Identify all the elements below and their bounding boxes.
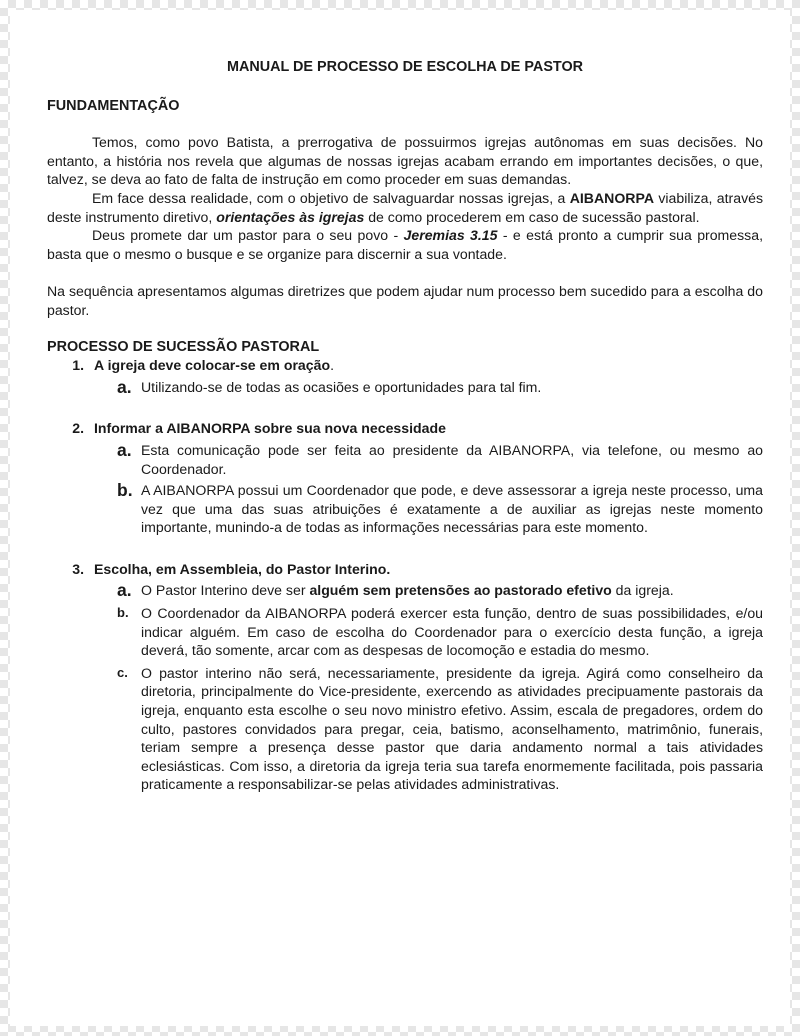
list-item-1: 1. A igreja deve colocar-se em oração. xyxy=(47,356,763,375)
sub-item-3b xyxy=(117,604,763,660)
sub-item-letter: a. xyxy=(117,580,132,601)
sub-item-text: Esta comunicação pode ser feita ao presidente da AIBANORPA, via telefone, ou mesmo ao Coordenador. xyxy=(141,441,763,477)
sub-item-text: O pastor interino não será, necessariamente, presidente da igreja. Agirá como conselheiro da diretoria, principalmente do Vice-presidente, exercendo as atividades precipuamente pastorais da igreja, enquanto esta escolhe o seu novo ministro efetivo. Assim, escala de pregadores, ordem do culto, pastores convidados para pregar, ceia, batismo, aconselhamento, matrimônio, funerais, teriam sempre a presença desse pastor que daria andamento normal a tais atividades eclesiásticas. Com isso, a diretoria da igreja teria sua tarefa enormemente facilitada, pois passaria praticamente a responsabilizar-se pelas atividades administrativas. xyxy=(141,664,763,793)
list-number: 2. xyxy=(72,420,84,437)
sub-item-1a xyxy=(117,378,763,397)
paragraph-intro: Temos, como povo Batista, a prerrogativa de possuirmos igrejas autônomas em suas decisões. No entanto, a história nos revela que algumas de nossas igrejas acabam errando em importantes decisões, o que, talvez, se deva ao fato de falta de instrução em como proceder em suas demandas. xyxy=(47,134,763,188)
sub-item-2b xyxy=(117,481,763,537)
list-number: 1. xyxy=(72,357,84,374)
sub-item-3c xyxy=(117,664,763,794)
sub-item-text: O Coordenador da AIBANORPA poderá exercer esta função, dentro de suas possibilidades, e/ou indicar alguém. Em caso de escolha do Coordenador para o exercício desta função, a igreja deverá, tão somente, arcar com as despesas de locomoção e estadia do mesmo. xyxy=(141,605,763,659)
paragraph-realidade: Em face dessa realidade, com o objetivo de salvaguardar nossas igrejas, a AIBANORPA viabiliza, através deste instrumento diretivo, orientações às igrejas de como procederem em caso de sucessão pastoral. xyxy=(47,189,763,225)
sub-item-text: A AIBANORPA possui um Coordenador que pode, e deve assessorar a igreja neste processo, uma vez que uma das suas atribuições é exatamente a de auxiliar as igrejas neste momento importante, munindo-a de todas as informações necessárias para este momento. xyxy=(141,482,763,536)
sub-item-letter: a. xyxy=(117,376,132,397)
section-heading-processo: PROCESSO DE SUCESSÃO PASTORAL xyxy=(47,338,320,355)
sub-item-letter: b. xyxy=(117,480,133,501)
paragraph-promessa: Deus promete dar um pastor para o seu povo - Jeremias 3.15 - e está pronto a cumprir sua promessa, basta que o mesmo o busque e se organize para discernir a sua vontade. xyxy=(47,227,763,262)
org-name: AIBANORPA xyxy=(569,189,655,206)
sub-item-text: Utilizando-se de todas as ocasiões e oportunidades para tal fim. xyxy=(141,378,542,395)
sub-item-letter: c. xyxy=(117,664,128,680)
list-item-3 xyxy=(47,560,763,579)
list-item-title: Escolha, em Assembleia, do Pastor Interino. xyxy=(94,560,391,577)
section-heading-fundamentacao: FUNDAMENTAÇÃO xyxy=(47,97,180,114)
document-title: MANUAL DE PROCESSO DE ESCOLHA DE PASTOR xyxy=(226,59,584,75)
list-item-title: A igreja deve colocar-se em oração xyxy=(94,357,331,374)
bible-reference: Jeremias 3.15 xyxy=(403,227,498,244)
emphasis-orientacoes: orientações às igrejas xyxy=(216,208,365,225)
list-item-2 xyxy=(47,419,763,438)
document-page xyxy=(10,10,790,1026)
sub-item-3a xyxy=(117,581,763,600)
sub-item-2a xyxy=(117,441,763,478)
document-body xyxy=(47,58,763,794)
list-item-title: Informar a AIBANORPA sobre sua nova necessidade xyxy=(94,420,446,437)
sub-item-letter: a. xyxy=(117,439,132,460)
paragraph-diretrizes: Na sequência apresentamos algumas diretrizes que podem ajudar num processo bem sucedido para a escolha do pastor. xyxy=(47,283,763,318)
sub-item-letter: b. xyxy=(117,605,129,621)
sub-item-text: O Pastor Interino deve ser alguém sem pretensões ao pastorado efetivo da igreja. xyxy=(141,582,674,599)
list-number: 3. xyxy=(72,560,84,577)
